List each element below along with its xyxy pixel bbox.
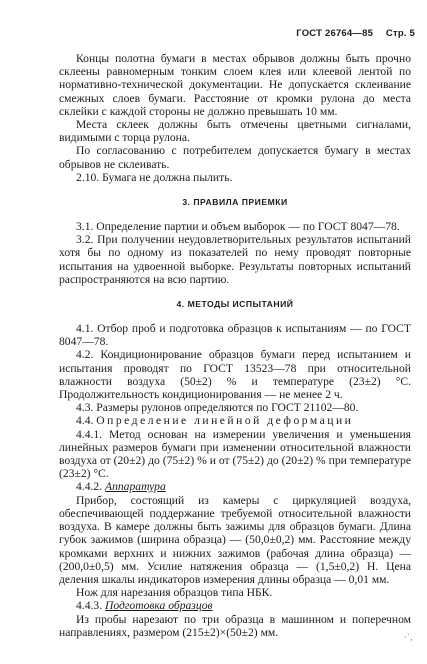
- standard-number: ГОСТ 26764—85: [296, 28, 374, 39]
- paragraph-consumer-agreement: По согласованию с потребителем допускается бумагу в местах обрывов не склеивать.: [59, 144, 411, 171]
- paragraph-4-4-1: 4.4.1. Метод основан на измерении увеличения и уменьшения линейных размеров бумаги при изменении относительной влажности воздуха от (20±2) до (75±2) % и от (75±2) до (20±2) % при температуре (23±2) °С.: [59, 427, 411, 481]
- page-number: Стр. 5: [385, 28, 415, 39]
- clause-number: 4.4.3.: [76, 599, 103, 613]
- paragraph-4-2: 4.2. Кондиционирование образцов бумаги перед испытанием и испытания проводят по ГОСТ 13523—78 при относительной влажности воздуха (50±2) % и температуре (23±2) °С. Продолжительность кондиционирования — не менее 2 ч.: [59, 348, 411, 402]
- clause-title-deformation: Определение линейной деформации: [96, 414, 354, 428]
- paragraph-3-2: 3.2. При получении неудовлетворительных результатов испытаний хотя бы по одному из показателей по нему проводят повторные испытания на удвоенной выборке. Результаты повторных испытаний распространяются на всю партию.: [59, 233, 411, 286]
- paragraph-4-4: [59, 414, 411, 427]
- paragraph-sample-cutting: Из пробы нарезают по три образца в машинном и поперечном направлениях, размером (215±2)×(50±2) мм.: [59, 612, 411, 639]
- clause-title-sample-prep: Подготовка образцов: [105, 599, 213, 613]
- paragraph-splice-marks: Места склеек должны быть отмечены цветными сигналами, видимыми с торца рулона.: [59, 118, 411, 145]
- clause-number: 4.4.: [76, 414, 94, 428]
- paragraph-4-3: 4.3. Размеры рулонов определяются по ГОСТ 21102—80.: [76, 401, 359, 415]
- paragraph-knife: Нож для нарезания образцов типа НБК.: [76, 586, 273, 600]
- clause-title-apparatus: Аппаратура: [105, 480, 166, 494]
- paragraph-splicing: Концы полотна бумаги в местах обрывов должны быть прочно склеены равномерным тонким слоем клея или клеевой лентой по нормативно-технической документации. Не допускается склеивание смежных слоев бумаги. Расстояние от кромки рулона до места склейки с каждой стороны не должно превышать 10 мм.: [59, 52, 411, 118]
- paragraph-2-10: 2.10. Бумага не должна пылить.: [76, 170, 233, 184]
- document-body: [59, 52, 411, 639]
- clause-number: 4.4.2.: [76, 480, 103, 494]
- page-header: [296, 28, 415, 39]
- paragraph-4-4-2: [59, 480, 411, 493]
- section-title-acceptance: 3. ПРАВИЛА ПРИЕМКИ: [182, 197, 288, 208]
- paragraph-4-1: 4.1. Отбор проб и подготовка образцов к испытаниям — по ГОСТ 8047—78.: [59, 322, 411, 349]
- paragraph-3-1: 3.1. Определение партии и объем выборок — по ГОСТ 8047—78.: [76, 220, 400, 234]
- section-title-test-methods: 4. МЕТОДЫ ИСПЫТАНИЙ: [176, 299, 294, 310]
- paragraph-4-4-3: [59, 599, 411, 612]
- paragraph-apparatus-description: Прибор, состоящий из камеры с циркуляцией воздуха, обеспечивающей поддержание требуемой относительной влажности воздуха. В камере должны быть зажимы для образцов бумаги. Длина губок зажимов (ширина образца) — (50,0±0,2) мм. Расстояние между кромками верхних и нижних зажимов (рабочая длина образца) — (200,0±0,5) мм. Усилие натяжения образца — (1,5±0,2) Н. Цена деления шкалы индикаторов измерения длины образца — 0,01 мм.: [59, 493, 411, 586]
- scan-mark: ·ˋ‚: [404, 632, 413, 642]
